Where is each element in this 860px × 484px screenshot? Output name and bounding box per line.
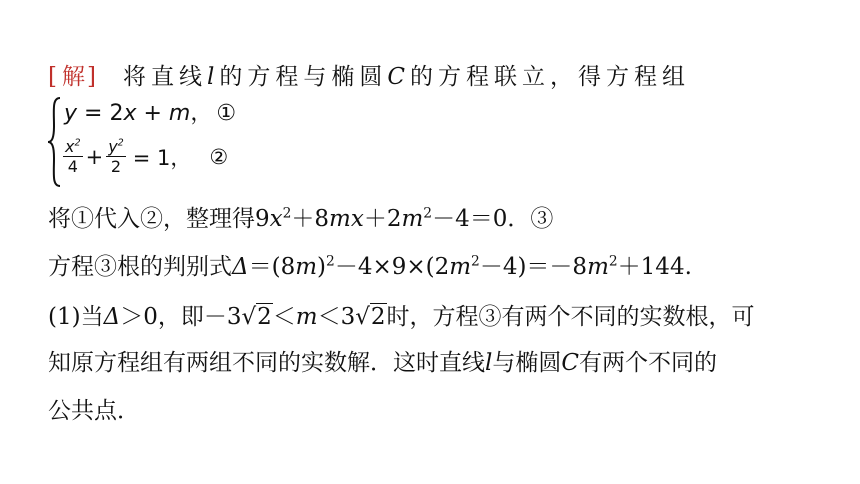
l4-a: 方程③根的判别式 — [48, 254, 232, 280]
l3-x: x — [269, 206, 283, 232]
frac1-den: 4 — [67, 157, 78, 176]
l4-sup1: 2 — [326, 253, 335, 270]
l4-m1: m — [295, 254, 318, 280]
l6-C: C — [561, 350, 579, 376]
l4-b: ＝(8 — [248, 254, 296, 280]
l4-m2: m — [449, 254, 472, 280]
l6-l: l — [485, 350, 493, 376]
l4-e: －4)＝－8 — [479, 254, 588, 280]
frac2-sup: 2 — [117, 137, 124, 149]
ellipse-var-C: C — [387, 64, 410, 90]
eq1-plus: + — [136, 101, 169, 126]
l4-m3: m — [587, 254, 609, 280]
intro-text-c: 的方程联立，得方程组 — [409, 64, 690, 90]
sqrt-2-b — [355, 304, 386, 330]
line-var-l: l — [206, 64, 220, 90]
equation-system — [46, 92, 366, 190]
l3-sup1: 2 — [282, 205, 292, 222]
l4-f: ＋144. — [617, 254, 692, 280]
frac1-num: x — [65, 137, 75, 156]
l6-b: 与椭圆 — [492, 350, 562, 376]
frac2-num: y — [108, 137, 118, 156]
l3-c: ＋2 — [363, 206, 402, 232]
l6-c: 有两个不同的 — [578, 350, 717, 376]
sqrt-rad-b: 2 — [370, 304, 386, 330]
case-1-line — [48, 298, 755, 331]
l5-e: 时，方程③有两个不同的实数根，可 — [386, 304, 755, 330]
substitution-line — [48, 200, 553, 233]
sqrt-2-a — [242, 304, 273, 330]
fraction-x2-over-4 — [63, 138, 83, 176]
l3-b: ＋8 — [291, 206, 330, 232]
eq1-mid: = 2 — [77, 101, 124, 126]
sqrt-sign-a: √ — [241, 304, 257, 330]
l5-m: m — [295, 304, 318, 330]
eq1-y: y — [64, 101, 78, 126]
eq1-x: x — [123, 101, 137, 126]
sqrt-rad-a: 2 — [257, 304, 272, 330]
l5-a: (1)当 — [48, 304, 104, 330]
frac1-sup: 2 — [74, 137, 81, 149]
frac2-den: 2 — [110, 157, 122, 176]
l3-m: m — [401, 206, 424, 232]
solution-tag-close: ] — [86, 64, 101, 90]
discriminant-line — [48, 248, 692, 281]
equation-2 — [60, 134, 228, 180]
l5-d: ＜3 — [317, 304, 356, 330]
l3-mx: mx — [329, 206, 364, 232]
l7-a: 公共点． — [48, 398, 140, 424]
eq2-rest: = 1， — [132, 146, 192, 170]
intro-text-a: 将直线 — [122, 64, 207, 90]
fraction-y2-over-2 — [106, 138, 126, 176]
l4-sup2: 2 — [471, 253, 480, 270]
l6-a: 知原方程组有两组不同的实数解．这时直线 — [48, 350, 485, 376]
l5-b: ＞0，即－3 — [120, 304, 242, 330]
solution-tag: 解 — [61, 64, 87, 90]
eq2-mark: ② — [209, 145, 229, 169]
l3-a: 将①代入②，整理得9 — [48, 206, 270, 232]
eq1-mark: ① — [216, 101, 237, 126]
l4-c: ) — [317, 254, 327, 280]
conclusion-end-line — [48, 392, 140, 425]
l4-d: －4×9×(2 — [334, 254, 450, 280]
solution-tag-open: [ — [48, 64, 62, 90]
solution-intro-line — [48, 58, 690, 91]
intro-text-b: 的方程与椭圆 — [219, 64, 388, 90]
l3-d: －4＝0．③ — [432, 206, 554, 232]
sqrt-sign-b: √ — [355, 304, 370, 330]
equation-1 — [64, 96, 236, 127]
eq1-m: m — [168, 101, 191, 126]
l5-delta: Δ — [103, 304, 121, 330]
l4-delta: Δ — [232, 254, 249, 280]
conclusion-line — [48, 344, 717, 377]
eq2-plus: + — [85, 145, 104, 169]
l3-sup2: 2 — [423, 205, 433, 222]
l5-c: ＜ — [272, 304, 296, 330]
l4-sup3: 2 — [608, 253, 618, 270]
eq1-comma: ， — [190, 101, 213, 126]
